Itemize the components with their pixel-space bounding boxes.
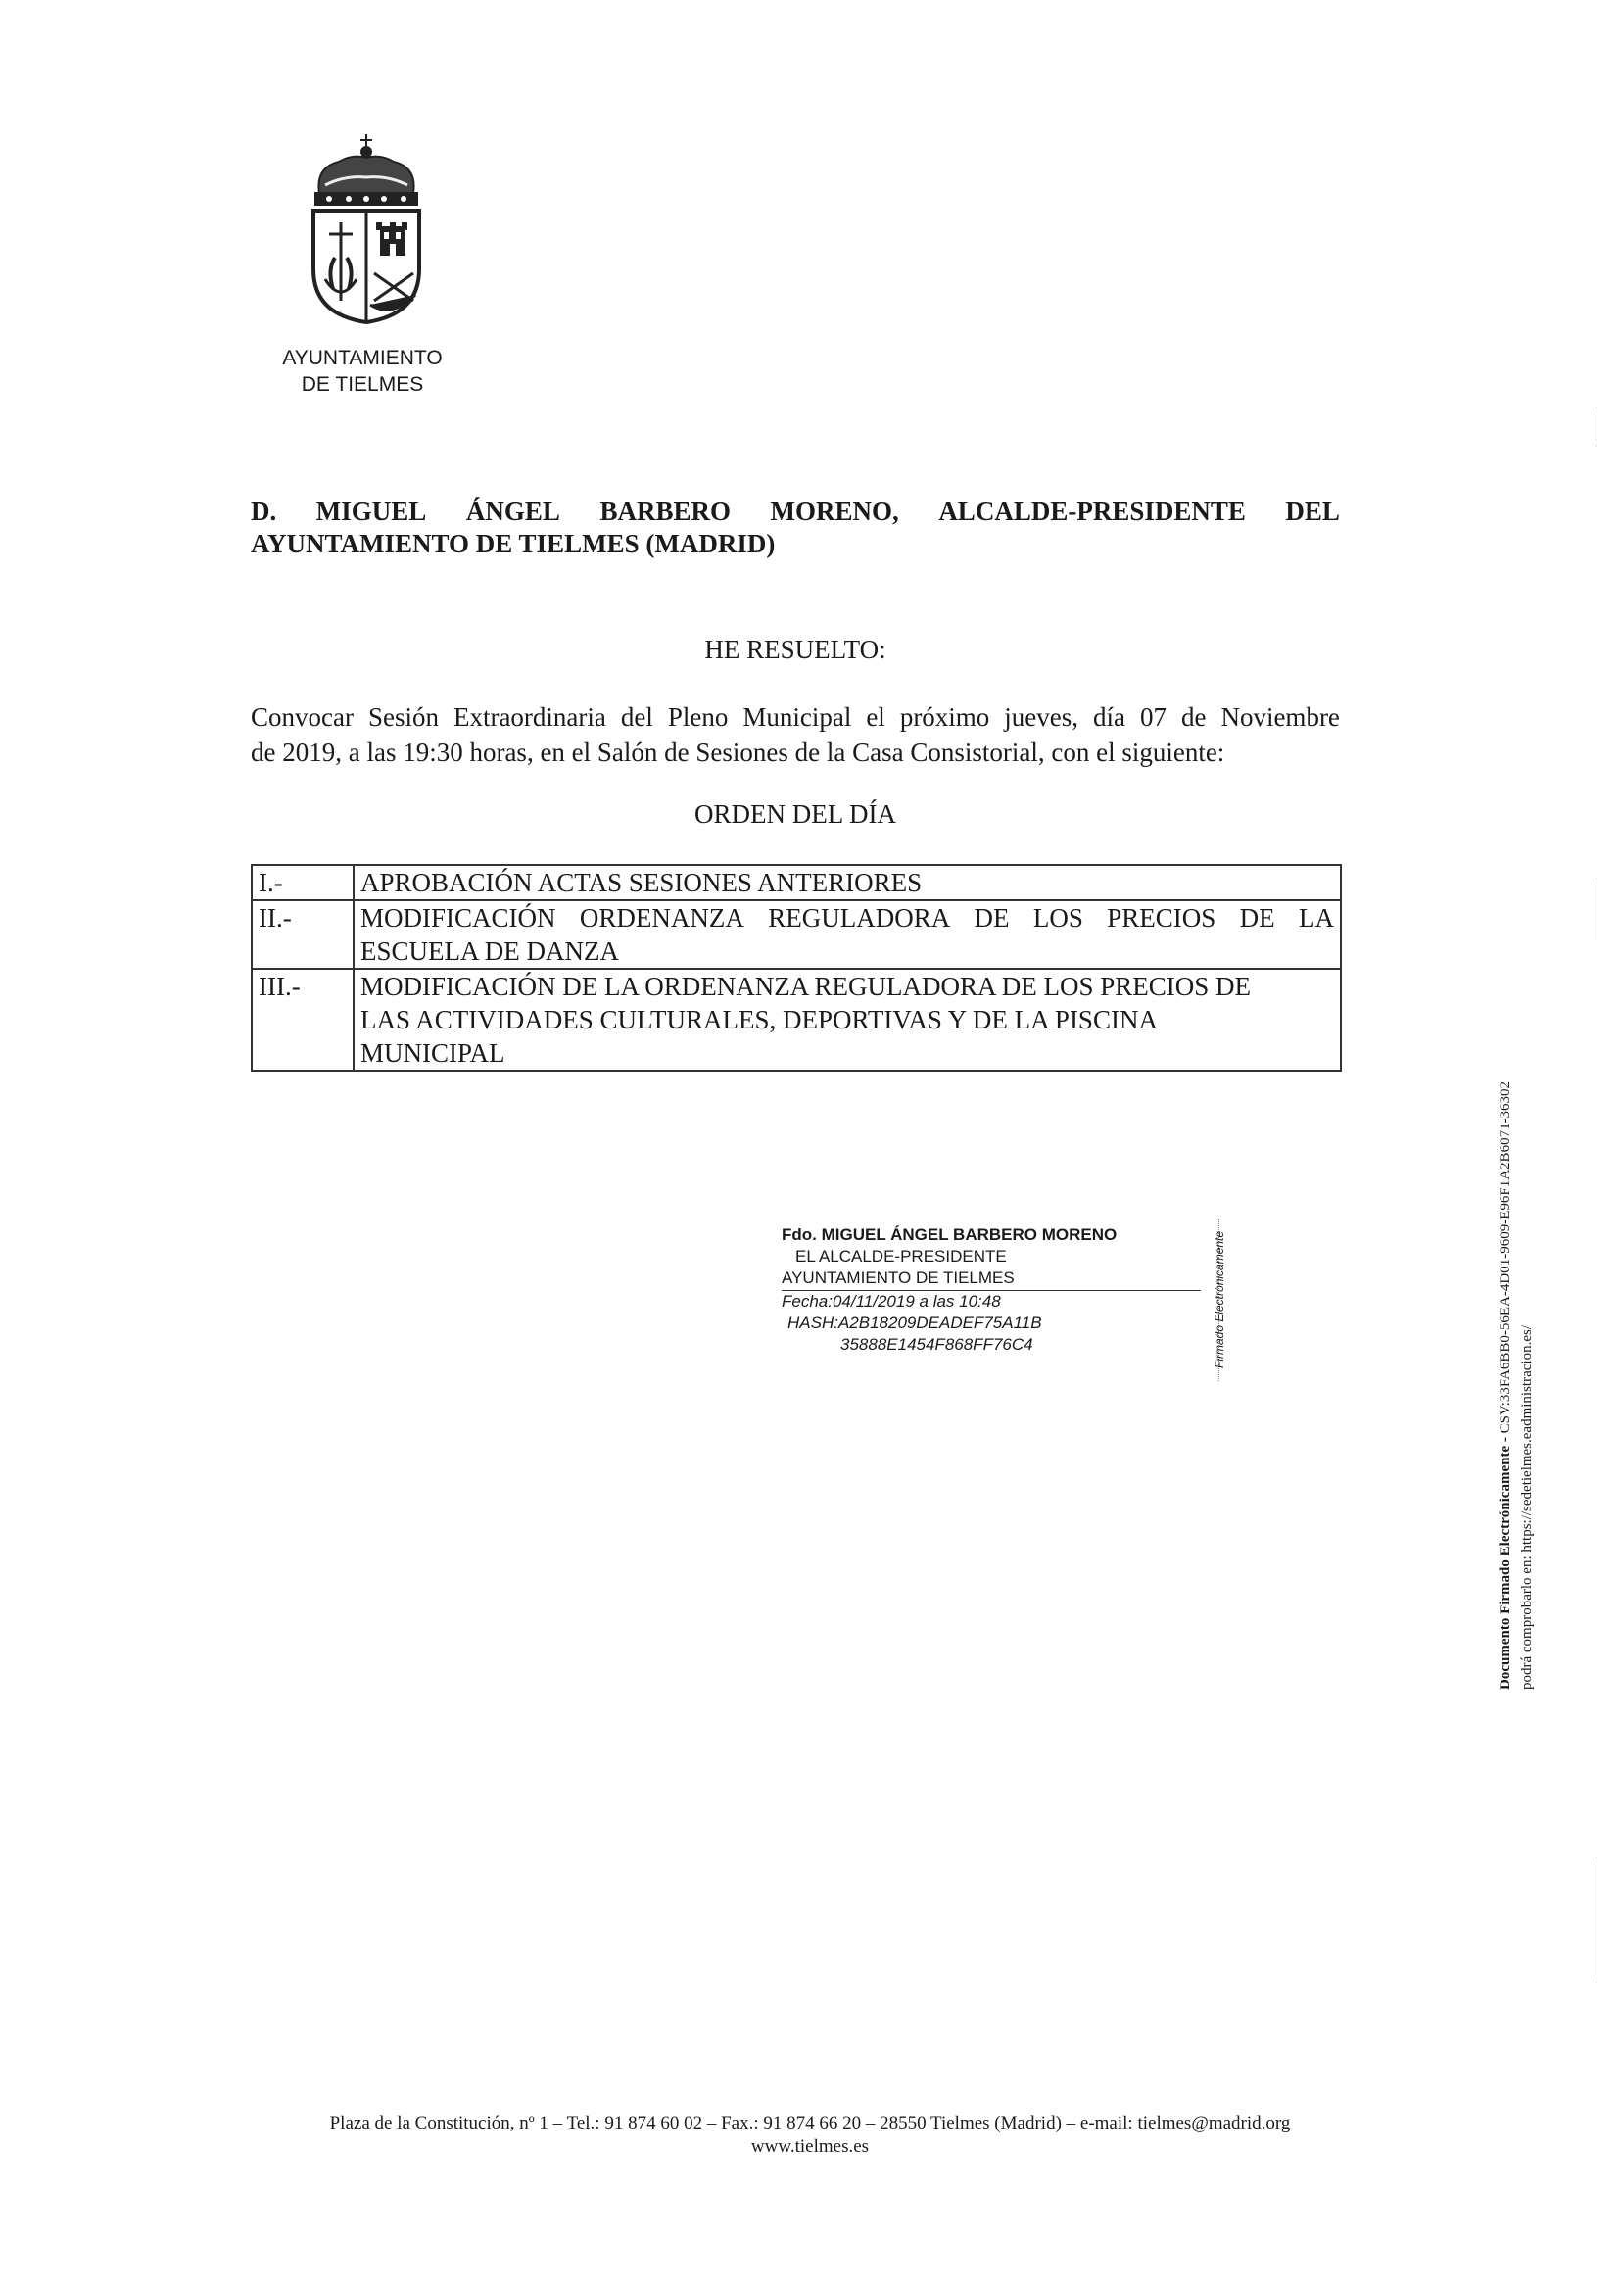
heading-word: D. — [251, 497, 277, 526]
agenda-title: ORDEN DEL DÍA — [694, 799, 896, 829]
agenda-line-word: DE — [974, 903, 1010, 933]
agenda-item-text — [354, 969, 1341, 1071]
signature-hash-line2: 35888E1454F868FF76C4 — [840, 1335, 1033, 1354]
footer-address: Plaza de la Constitución, nº 1 – Tel.: 91 874 60 02 – Fax.: 91 874 66 20 – 28550 Tielmes (Madrid) – e-mail: tielmes@madrid.org — [329, 2113, 1291, 2133]
table-row — [252, 900, 1341, 969]
agenda-item-text — [354, 900, 1341, 969]
agenda-item-line: MUNICIPAL — [360, 1038, 505, 1068]
coat-of-arms-icon — [306, 132, 427, 324]
org-name-line1: AYUNTAMIENTO — [282, 347, 443, 369]
agenda-line-word: DE — [1239, 903, 1275, 933]
heading-word: BARBERO — [599, 497, 731, 526]
body-word: 07 — [1140, 702, 1167, 732]
signature-hash-line1: HASH:A2B18209DEADEF75A11B — [787, 1314, 1042, 1332]
agenda-table — [251, 864, 1342, 1072]
body-word: de — [1180, 702, 1207, 732]
table-row — [252, 969, 1341, 1071]
body-word: jueves, — [1004, 702, 1079, 732]
body-line2: de 2019, a las 19:30 horas, en el Salón de Sesiones de la Casa Consistorial, con el siguiente: — [251, 738, 1225, 767]
agenda-line-word: LOS — [1032, 903, 1083, 933]
agenda-item-number: I.- — [252, 865, 354, 900]
heading-word: MORENO, — [770, 497, 899, 526]
signature-block — [782, 1224, 1213, 1356]
agenda-line-word: ORDENANZA — [579, 903, 744, 933]
signature-date: Fecha:04/11/2019 a las 10:48 — [782, 1292, 1001, 1311]
org-name-line2: DE TIELMES — [301, 373, 424, 396]
body-word: día — [1093, 702, 1126, 732]
body-word: Extraordinaria — [453, 702, 606, 732]
body-word: Noviembre — [1220, 702, 1340, 732]
resolved-title: HE RESUELTO: — [704, 635, 886, 664]
signer-org: AYUNTAMIENTO DE TIELMES — [782, 1268, 1201, 1291]
table-row — [252, 865, 1341, 900]
agenda-item-line — [360, 901, 1334, 934]
signed-electronically-label: Firmado Electrónicamente — [1213, 1230, 1226, 1369]
agenda-line-word: PRECIOS — [1107, 903, 1216, 933]
heading-word: MIGUEL — [315, 497, 427, 526]
decree-heading — [251, 496, 1340, 560]
csv-verification-stamp — [1495, 945, 1540, 1690]
agenda-item-line: ESCUELA DE DANZA — [360, 936, 619, 966]
body-paragraph — [251, 699, 1340, 770]
csv-line1 — [1495, 945, 1516, 1690]
agenda-line-word: MODIFICACIÓN — [360, 903, 556, 933]
agenda-item-line: APROBACIÓN ACTAS SESIONES ANTERIORES — [360, 868, 923, 897]
body-line1 — [251, 699, 1340, 735]
body-word: el — [866, 702, 885, 732]
heading-line2: AYUNTAMIENTO DE TIELMES (MADRID) — [251, 529, 776, 558]
heading-word: ÁNGEL — [465, 497, 560, 526]
body-word: Convocar — [251, 702, 354, 732]
agenda-item-line: MODIFICACIÓN DE LA ORDENANZA REGULADORA DE LOS PRECIOS DE — [360, 972, 1252, 1001]
csv-label: Documento Firmado Electrónicamente - — [1498, 1433, 1513, 1690]
body-word: Municipal — [742, 702, 852, 732]
footer-website[interactable]: www.tielmes.es — [750, 2136, 870, 2157]
csv-verify-link[interactable]: podrá comprobarlo en: https://sedetielmes.eadministracion.es/ — [1519, 1325, 1535, 1690]
page-footer — [196, 2112, 1424, 2159]
agenda-line-word: REGULADORA — [768, 903, 951, 933]
body-word: Pleno — [667, 702, 729, 732]
agenda-item-number: III.- — [252, 969, 354, 1071]
body-word: del — [620, 702, 653, 732]
heading-word: ALCALDE-PRESIDENTE — [938, 497, 1246, 526]
agenda-item-text — [354, 865, 1341, 900]
body-word: Sesión — [367, 702, 439, 732]
signer-role: EL ALCALDE-PRESIDENTE — [795, 1247, 1007, 1266]
heading-word: DEL — [1285, 497, 1340, 526]
agenda-line-word: LA — [1298, 903, 1334, 933]
signer-name: Fdo. MIGUEL ÁNGEL BARBERO MORENO — [782, 1225, 1118, 1244]
heading-line1 — [251, 496, 1340, 528]
body-word: próximo — [899, 702, 990, 732]
csv-code: CSV:33FA6BB0-56EA-4D01-9609-E96F1A2B6071-36302 — [1498, 1080, 1513, 1434]
agenda-item-line: LAS ACTIVIDADES CULTURALES, DEPORTIVAS Y DE LA PISCINA — [360, 1005, 1158, 1034]
organization-name — [245, 345, 480, 398]
agenda-item-number: II.- — [252, 900, 354, 969]
